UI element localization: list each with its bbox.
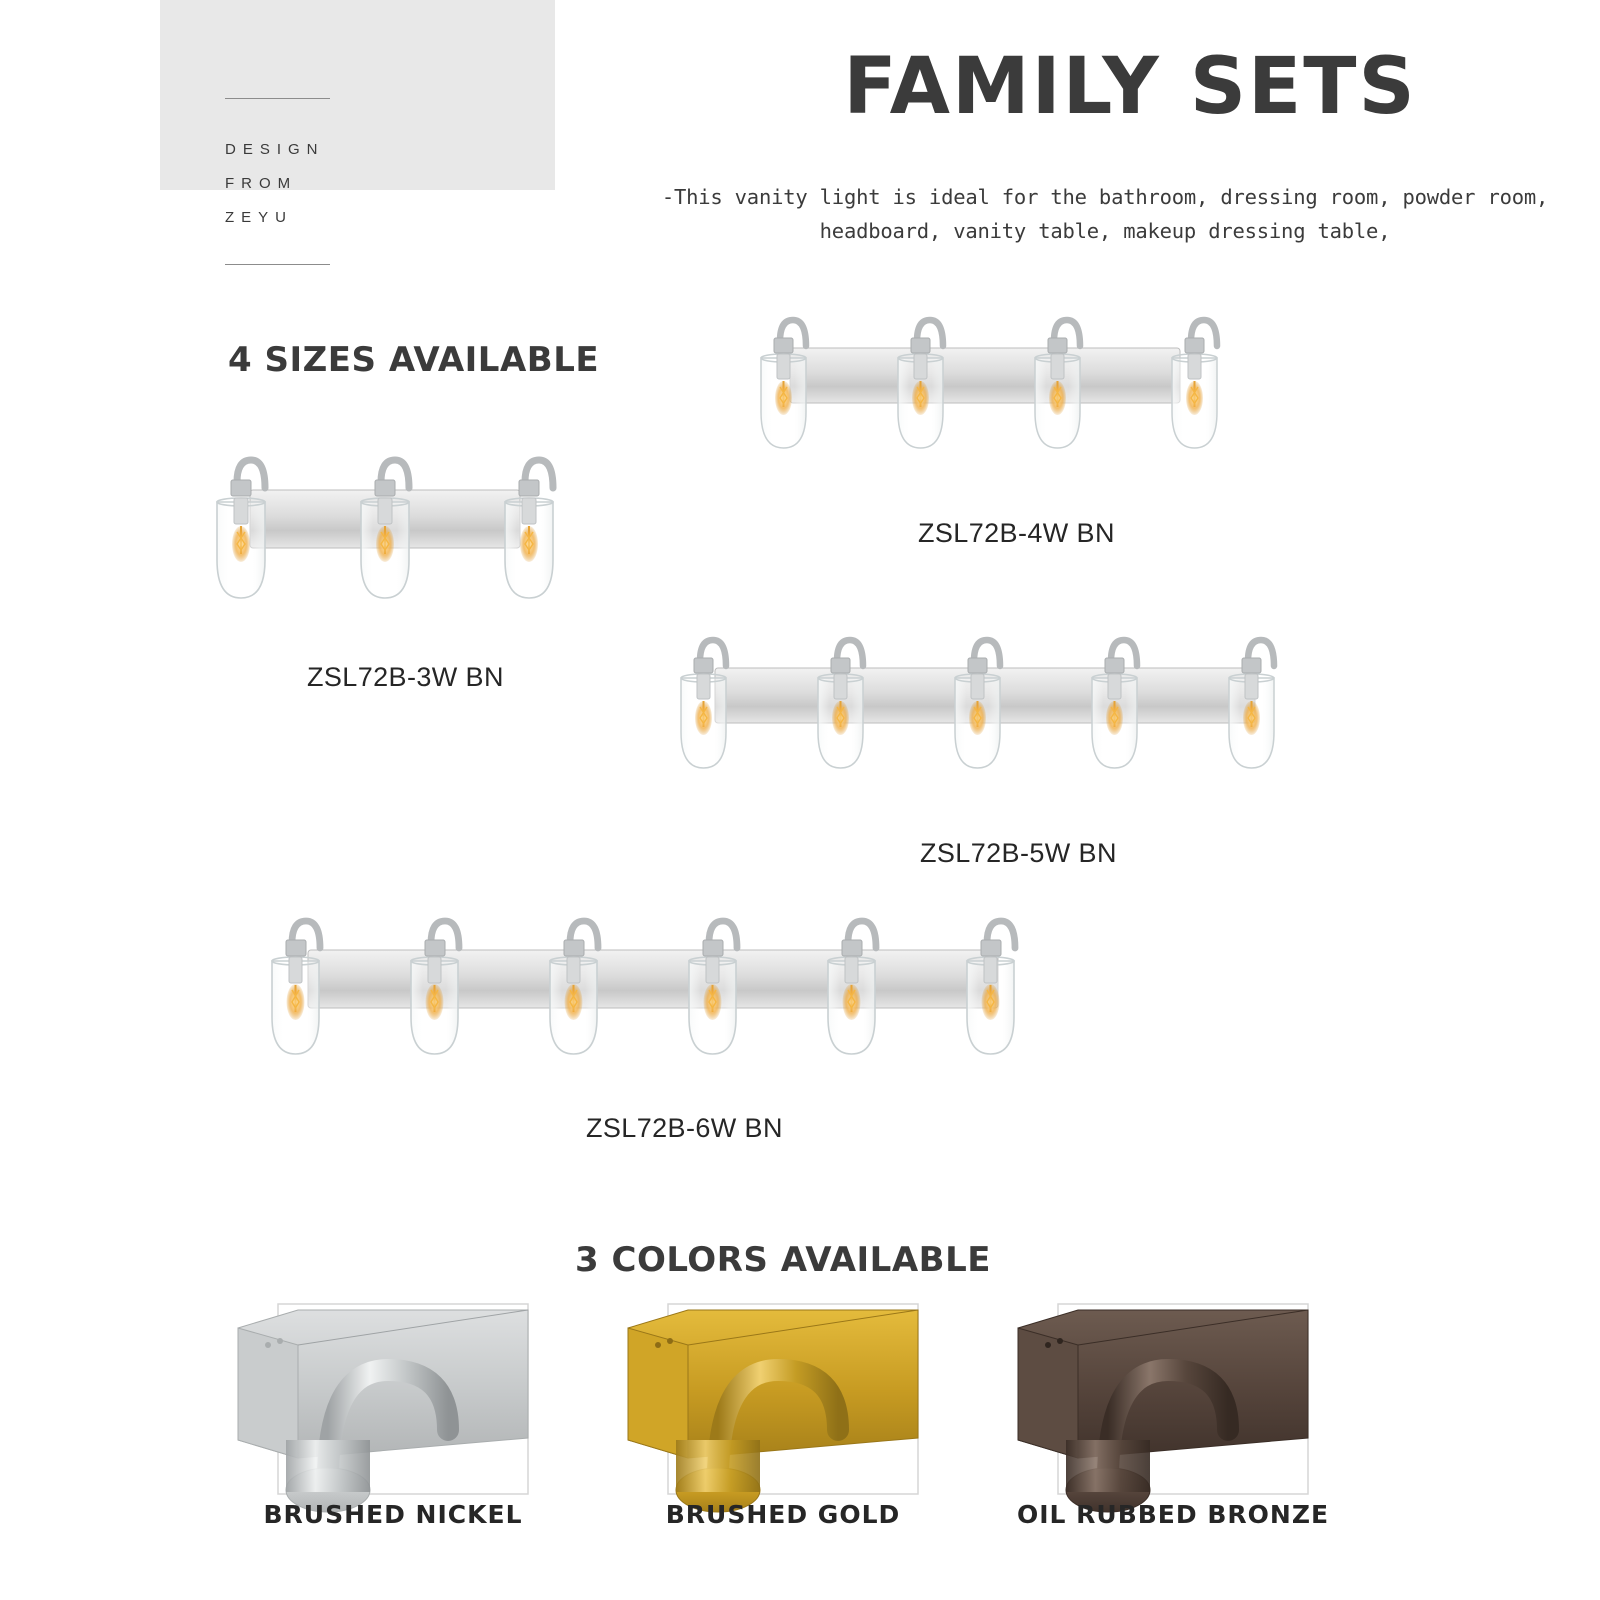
product-image-6w [250,900,1150,1110]
brand-bottom-rule [225,264,330,265]
brand-top-rule [225,98,330,99]
page-description: -This vanity light is ideal for the bathroom, dressing room, powder room, headboard, vanity table, makeup dressing table, [661,185,1549,243]
brand-line-zeyu: ZEYU [225,209,294,226]
product-image-3w [195,440,625,650]
product-caption-5w: ZSL72B-5W BN [920,838,1117,868]
product-caption-4w: ZSL72B-4W BN [918,518,1115,548]
page-title: FAMILY SETS [843,42,1417,132]
section-title-colors: 3 COLORS AVAILABLE [575,1240,991,1280]
color-label-oil-rubbed-bronze: OIL RUBBED BRONZE [1016,1500,1330,1529]
brand-line-from: FROM [225,175,298,192]
product-image-4w [740,300,1310,500]
product-image-5w [660,620,1380,820]
section-title-sizes: 4 SIZES AVAILABLE [228,340,600,380]
color-swatch-brushed-nickel [228,1290,558,1520]
color-swatch-brushed-gold [618,1290,948,1520]
product-caption-3w: ZSL72B-3W BN [307,662,504,692]
color-swatch-oil-rubbed-bronze [1008,1290,1338,1520]
brand-line-design: DESIGN [225,141,325,158]
color-label-brushed-nickel: BRUSHED NICKEL [263,1500,523,1529]
product-caption-6w: ZSL72B-6W BN [586,1113,783,1143]
brand-text-group [225,98,455,265]
color-label-brushed-gold: BRUSHED GOLD [665,1500,901,1529]
